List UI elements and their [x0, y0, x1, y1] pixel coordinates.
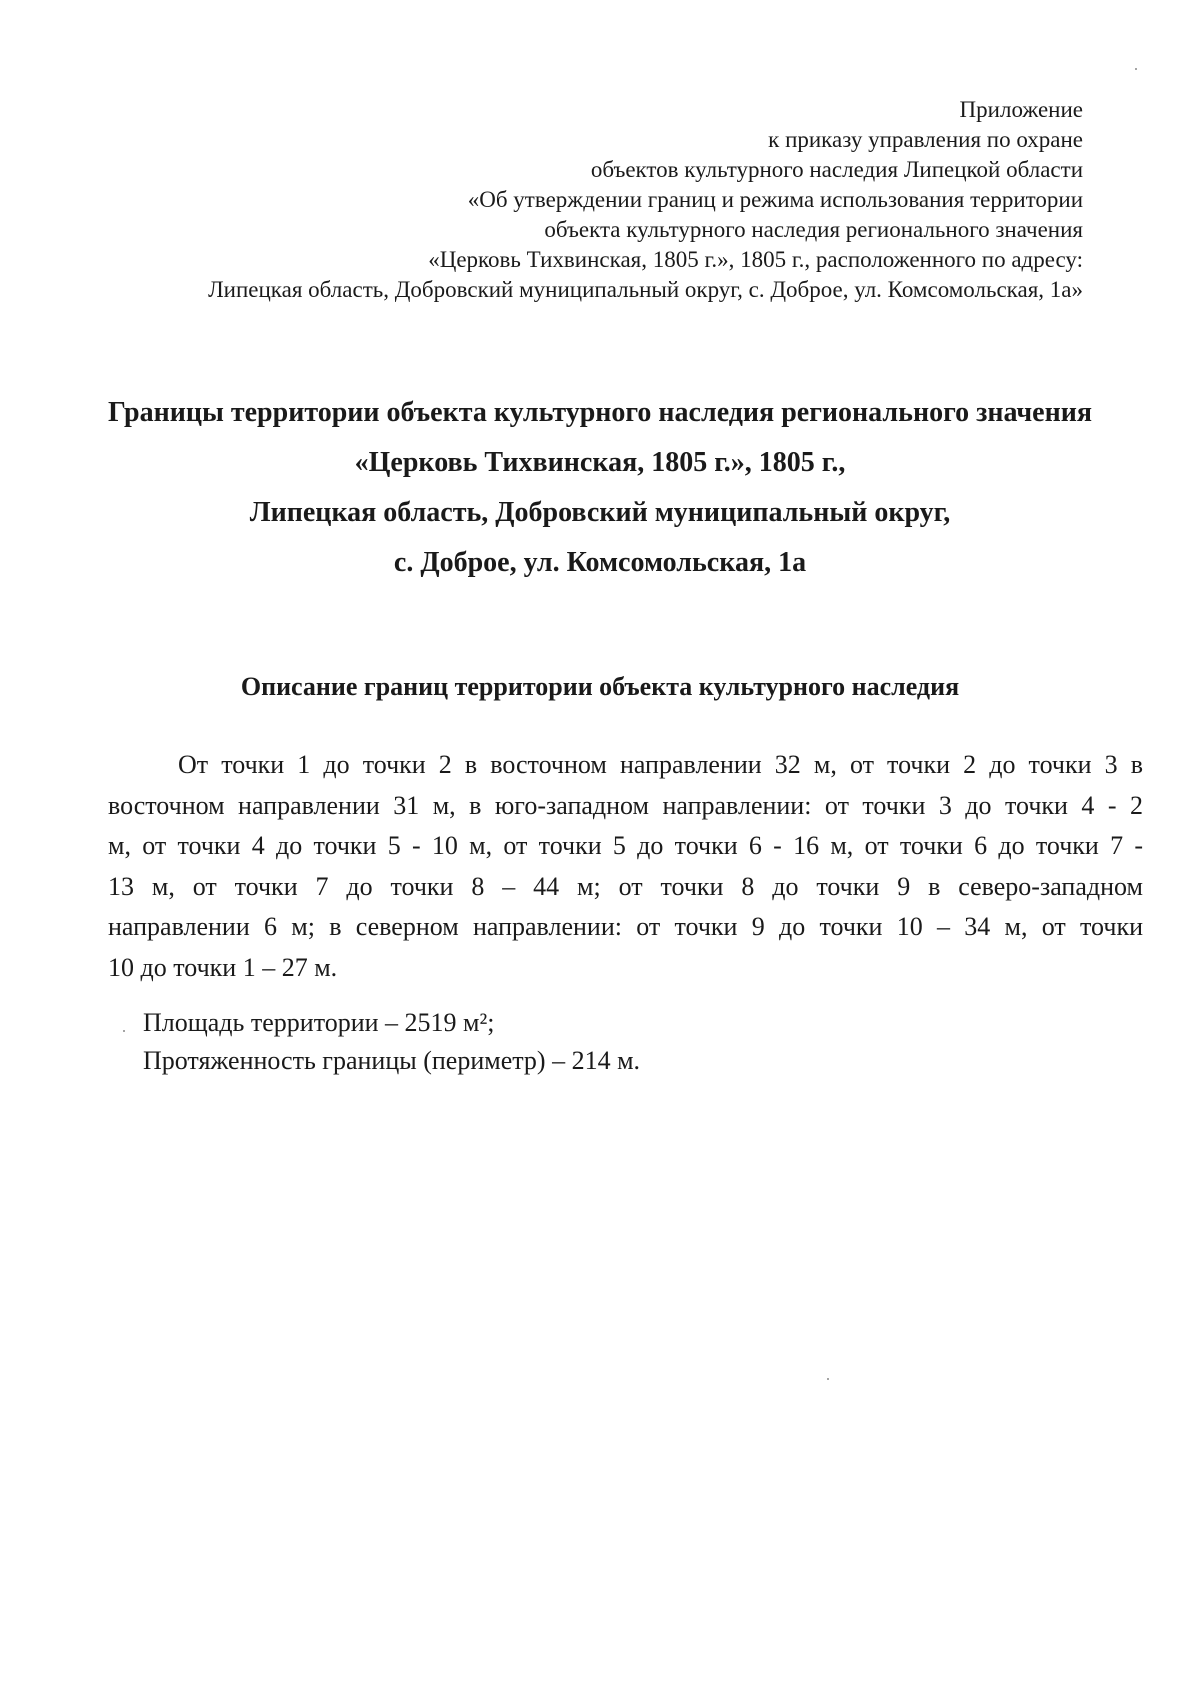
- annex-line: Приложение: [959, 97, 1083, 122]
- paragraph-line: 10 до точки 1 – 27 м.: [108, 952, 338, 982]
- title-line: Липецкая область, Добровский муниципальный округ,: [249, 497, 951, 528]
- annex-line: Липецкая область, Добровский муниципальный округ, с. Доброе, ул. Комсомольская, 1а»: [208, 277, 1083, 302]
- paragraph-line: направлении 6 м; в северном направлении: от точки 9 до точки 10 – 34 м, от точки: [108, 912, 1143, 941]
- area-text: Площадь территории – 2519 м²;: [143, 1008, 495, 1037]
- annex-line: объекта культурного наследия регионального значения: [544, 217, 1083, 242]
- section-heading: Описание границ территории объекта культурного наследия: [240, 672, 960, 701]
- document-title: [100, 388, 1100, 588]
- annex-line: объектов культурного наследия Липецкой области: [590, 157, 1083, 182]
- paragraph-line: м, от точки 4 до точки 5 - 10 м, от точки 5 до точки 6 - 16 м, от точки 6 до точки 7 -: [108, 831, 1143, 860]
- territory-facts: [143, 1004, 640, 1080]
- annex-line: «Об утверждении границ и режима использования территории: [467, 187, 1083, 212]
- title-line: с. Доброе, ул. Комсомольская, 1а: [393, 547, 807, 578]
- scan-speck: [827, 1378, 829, 1380]
- scan-speck: [123, 1030, 125, 1032]
- annex-header: [83, 95, 1083, 305]
- title-line: Границы территории объекта культурного наследия регионального значения: [107, 397, 1092, 428]
- annex-line: к приказу управления по охране: [768, 127, 1083, 152]
- paragraph-line: От точки 1 до точки 2 в восточном направлении 32 м, от точки 2 до точки 3 в: [178, 750, 1143, 779]
- paragraph-line: восточном направлении 31 м, в юго-западном направлении: от точки 3 до точки 4 - 2: [108, 790, 1143, 820]
- boundary-description: [108, 745, 1143, 988]
- title-line: «Церковь Тихвинская, 1805 г.», 1805 г.,: [354, 447, 846, 478]
- paragraph-line: 13 м, от точки 7 до точки 8 – 44 м; от точки 8 до точки 9 в северо-западном: [108, 871, 1143, 901]
- scan-speck: [1135, 68, 1137, 70]
- annex-line: «Церковь Тихвинская, 1805 г.», 1805 г., расположенного по адресу:: [428, 247, 1083, 272]
- perimeter-text: Протяженность границы (периметр) – 214 м.: [143, 1046, 641, 1075]
